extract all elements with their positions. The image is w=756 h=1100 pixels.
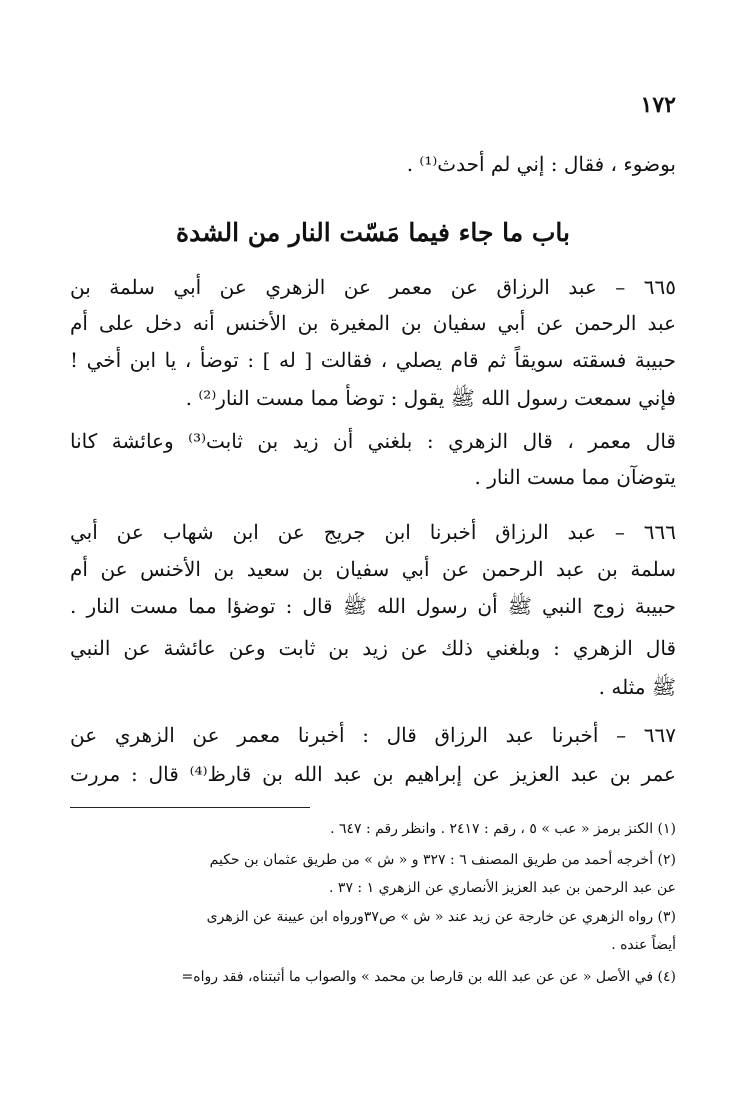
text-line: سلمة بن عبد الرحمن عن أبي سفيان بن سعيد بن الأخنس عن أم — [70, 557, 676, 581]
text-line: ٦٦٦ – عبد الرزاق أخبرنا ابن جريج عن ابن شهاب عن أبي — [70, 520, 676, 544]
footnote-2-continued: عن عبد الرحمن بن عبد العزيز الأنصاري عن الزهري ١ : ٣٧ . — [329, 880, 676, 896]
text-line: عمر بن عبد العزيز عن إبراهيم بن عبد الله بن قارظ⁽⁴⁾ قال : مررت — [70, 762, 676, 786]
text-line: قال معمر ، قال الزهري : بلغني أن زيد بن ثابت⁽³⁾ وعائشة كانا — [70, 429, 676, 453]
intro-line: بوضوء ، فقال : إني لم أحدث⁽¹⁾ . — [406, 152, 676, 176]
book-page — [70, 0, 676, 1100]
text-line: ﷺ مثله . — [598, 675, 676, 699]
text-line: ٦٦٧ – أخبرنا عبد الرزاق قال : أخبرنا معمر عن الزهري عن — [70, 723, 676, 747]
footnote-3: (٣) رواه الزهري عن خارجة عن زيد عند « ش » ص٣٧ورواه ابن عيينة عن الزهرى — [206, 909, 676, 925]
text-line: حبيبة فسقته سويقاً ثم قام يصلي ، فقالت [ له ] : توضأ ، يا ابن أخي ! — [70, 348, 676, 372]
text-line: فإني سمعت رسول الله ﷺ يقول : توضأ مما مست النار⁽²⁾ . — [185, 386, 676, 410]
text-line: حبيبة زوج النبي ﷺ أن رسول الله ﷺ قال : توضؤا مما مست النار . — [70, 594, 676, 618]
text-line: ٦٦٥ – عبد الرزاق عن معمر عن الزهري عن أبي سلمة بن — [70, 275, 676, 299]
chapter-heading: باب ما جاء فيما مَسّت النار من الشدة — [176, 218, 570, 247]
page-number: ١٧٢ — [640, 92, 676, 118]
footnote-1: (١) الكنز برمز « عب » ٥ ، رقم : ٢٤١٧ . وانظر رقم : ٦٤٧ . — [330, 821, 676, 837]
footnote-2: (٢) أخرجه أحمد من طريق المصنف ٦ : ٣٢٧ و « ش » من طريق عثمان بن حكيم — [209, 852, 676, 868]
text-line: عبد الرحمن عن أبي سفيان بن المغيرة بن الأخنس أنه دخل على أم — [70, 311, 676, 335]
footnote-3-continued: أيضاً عنده . — [611, 937, 676, 953]
text-line: قال الزهري : وبلغني ذلك عن زيد بن ثابت وعن عائشة عن النبي — [70, 636, 676, 660]
footnote-4: (٤) في الأصل « عن عن عبد الله بن قارصا بن محمد » والصواب ما أثبتناه، فقد رواه= — [181, 969, 676, 985]
footnote-separator — [70, 807, 310, 808]
text-line: يتوضآن مما مست النار . — [474, 465, 676, 489]
